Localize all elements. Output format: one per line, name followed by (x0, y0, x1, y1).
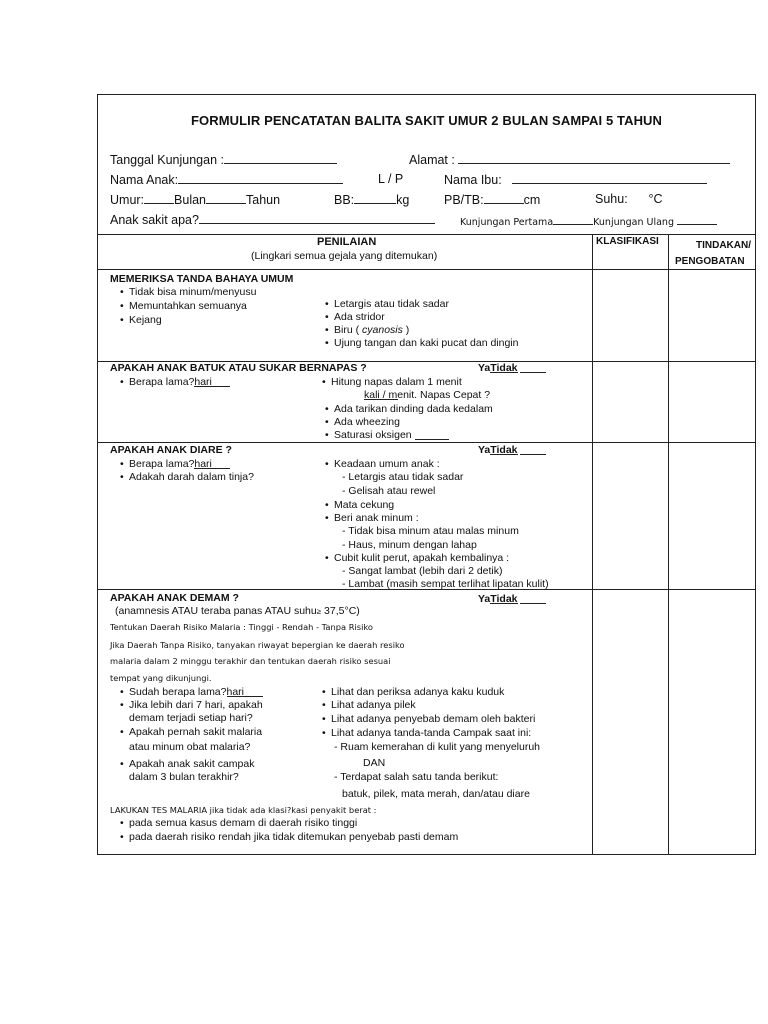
sub-item: - Terdapat salah satu tanda berikut: (334, 771, 499, 783)
list-item: • Letargis atau tidak sadar (334, 298, 449, 310)
list-item-cont: demam terjadi setiap hari? (129, 712, 253, 724)
grid-line (98, 269, 755, 270)
berapa-lama-label: Berapa lama? (129, 458, 195, 470)
sub-item: - Haus, minum dengan lahap (342, 539, 477, 551)
malaria-test-title: LAKUKAN TES MALARIA jika tidak ada klasi?kasi penyakit berat : (110, 805, 377, 815)
napas-count-label: kali / menit. Napas Cepat ? (364, 389, 491, 401)
list-item: • pada daerah risiko rendah jika tidak ditemukan penyebab pasti demam (129, 831, 458, 843)
list-item: • Memuntahkan semuanya (129, 300, 247, 312)
list-item: • Ada wheezing (334, 416, 400, 428)
list-item: • Ada tarikan dinding dada kedalam (334, 403, 493, 415)
ge-icon: ≥ (316, 607, 322, 616)
list-item: • Apakah anak sakit campak (129, 758, 255, 770)
berapa-lama-label: Berapa lama? (129, 376, 195, 388)
list-item: • Ada stridor (334, 311, 385, 323)
field-alamat[interactable] (409, 152, 730, 167)
list-item: • Lihat dan periksa adanya kaku kuduk (331, 686, 504, 698)
bulan-label: Bulan (174, 193, 207, 207)
sub-item: - Tidak bisa minum atau malas minum (342, 525, 519, 537)
kg-label: kg (396, 193, 410, 207)
list-item: • Kejang (129, 314, 162, 326)
sub-item: batuk, pilek, mata merah, dan/atau diare (342, 788, 530, 800)
alamat-label: Alamat : (409, 153, 455, 167)
field-bb[interactable] (334, 192, 409, 207)
grid-col (668, 234, 669, 854)
field-nama-ibu[interactable] (444, 172, 707, 187)
grid-line (98, 442, 755, 443)
biru-close: ) (402, 324, 410, 336)
kunjungan-pertama-label: Kunjungan Pertama (460, 217, 554, 228)
biru-text: Biru ( (334, 324, 363, 336)
sub-item: - Letargis atau tidak sadar (342, 471, 464, 483)
list-item (334, 429, 415, 441)
sub-item-dan: DAN (363, 757, 386, 769)
field-suhu[interactable] (595, 192, 663, 206)
list-item (129, 686, 244, 698)
list-item: • pada semua kasus demam di daerah risiko tinggi (129, 817, 357, 829)
demam-subtitle (115, 605, 360, 617)
list-item: • Lihat adanya tanda-tanda Campak saat ini: (331, 727, 531, 739)
nama-ibu-label: Nama Ibu: (444, 173, 502, 187)
sub-item: - Ruam kemerahan di kulit yang menyeluruh (334, 741, 541, 753)
col-pengobatan: PENGOBATAN (675, 256, 745, 267)
list-item: • Ujung tangan dan kaki pucat dan dingin (334, 337, 518, 349)
field-lp[interactable] (378, 172, 403, 186)
tidak-label: Tidak (490, 444, 518, 456)
hari-label: hari (194, 376, 212, 388)
ya-label: Ya (478, 444, 491, 456)
col-klasifikasi: KLASIFIKASI (596, 236, 659, 247)
field-kunjungan[interactable] (460, 213, 717, 228)
sudah-lama-label: Sudah berapa lama? (129, 686, 227, 698)
section-diare-title: APAKAH ANAK DIARE ? (110, 444, 232, 456)
list-item: • Jika lebih dari 7 hari, apakah (129, 699, 263, 711)
lp-label: L / P (378, 172, 404, 186)
sub-item: - Sangat lambat (lebih dari 2 detik) (342, 565, 503, 577)
saturasi-label: Saturasi oksigen (334, 429, 412, 441)
list-item: • Apakah pernah sakit malaria (129, 726, 262, 738)
field-sakit[interactable] (110, 212, 435, 227)
suhu-label: Suhu: (595, 192, 628, 206)
hari-label: hari (226, 686, 245, 698)
malaria-note: malaria dalam 2 minggu terakhir dan tentukan daerah risiko sesuai (110, 656, 391, 666)
form-sheet (97, 94, 756, 855)
sub-item: - Lambat (masih sempat terlihat lipatan kulit) (342, 578, 549, 590)
yn-demam[interactable] (478, 593, 520, 605)
malaria-note: Tentukan Daerah Risiko Malaria : Tinggi - Rendah - Tanpa Risiko (110, 622, 373, 632)
section-bahaya-title: MEMERIKSA TANDA BAHAYA UMUM (110, 273, 294, 285)
section-demam-title: APAKAH ANAK DEMAM ? (110, 592, 239, 604)
tanggal-label: Tanggal Kunjungan : (110, 153, 224, 167)
malaria-note: tempat yang dikunjungi. (110, 673, 212, 683)
pbtb-label: PB/TB: (444, 193, 484, 207)
ya-label: Ya (478, 362, 491, 374)
col-tindakan: TINDAKAN/ (696, 240, 751, 251)
col-penilaian-sub: (Lingkari semua gejala yang ditemukan) (251, 250, 438, 262)
sub-item: - Gelisah atau rewel (342, 485, 436, 497)
col-penilaian: PENILAIAN (317, 236, 377, 248)
yn-batuk[interactable] (478, 362, 520, 374)
list-item: • Beri anak minum : (334, 512, 419, 524)
field-pbtb[interactable] (444, 192, 540, 207)
list-item (129, 458, 212, 470)
tidak-label: Tidak (490, 593, 518, 605)
tahun-label: Tahun (246, 193, 281, 207)
list-item (334, 324, 409, 336)
field-nama-anak[interactable] (110, 172, 343, 187)
napas-count[interactable] (364, 389, 490, 401)
list-item: • Lihat adanya pilek (331, 699, 416, 711)
umur-label: Umur: (110, 193, 145, 207)
demam-sub-text: (anamnesis ATAU teraba panas ATAU suhu (115, 605, 317, 617)
kunjungan-ulang-label: Kunjungan Ulang (593, 217, 674, 228)
sakit-label: Anak sakit apa? (110, 213, 199, 227)
list-item-cont: atau minum obat malaria? (129, 741, 251, 753)
field-tanggal[interactable] (110, 152, 337, 167)
list-item (129, 376, 212, 388)
field-umur[interactable] (110, 192, 280, 207)
hari-label: hari (194, 458, 212, 470)
ya-label: Ya (478, 593, 491, 605)
nama-anak-label: Nama Anak: (110, 173, 179, 187)
grid-line (98, 234, 755, 235)
yn-diare[interactable] (478, 444, 520, 456)
cm-label: cm (523, 193, 541, 207)
malaria-note: Jika Daerah Tanpa Risiko, tanyakan riwayat bepergian ke daerah resiko (110, 640, 405, 650)
demam-sub-value: 37,5°C) (321, 605, 360, 617)
grid-col (592, 234, 593, 854)
list-item: • Adakah darah dalam tinja? (129, 471, 254, 483)
list-item: • Tidak bisa minum/menyusu (129, 286, 256, 298)
list-item: • Lihat adanya penyebab demam oleh bakteri (331, 713, 535, 725)
list-item: • Cubit kulit perut, apakah kembalinya : (334, 552, 509, 564)
bb-label: BB: (334, 193, 355, 207)
tidak-label: Tidak (490, 362, 518, 374)
celsius-label: °C (648, 192, 663, 206)
list-item-cont: dalam 3 bulan terakhir? (129, 771, 239, 783)
list-item: • Keadaan umum anak : (334, 458, 440, 470)
cyanosis-text: cyanosis (362, 324, 403, 336)
form-title: FORMULIR PENCATATAN BALITA SAKIT UMUR 2 BULAN SAMPAI 5 TAHUN (190, 113, 663, 128)
list-item: • Hitung napas dalam 1 menit (331, 376, 462, 388)
list-item: • Mata cekung (334, 499, 394, 511)
section-batuk-title: APAKAH ANAK BATUK ATAU SUKAR BERNAPAS ? (110, 362, 367, 374)
